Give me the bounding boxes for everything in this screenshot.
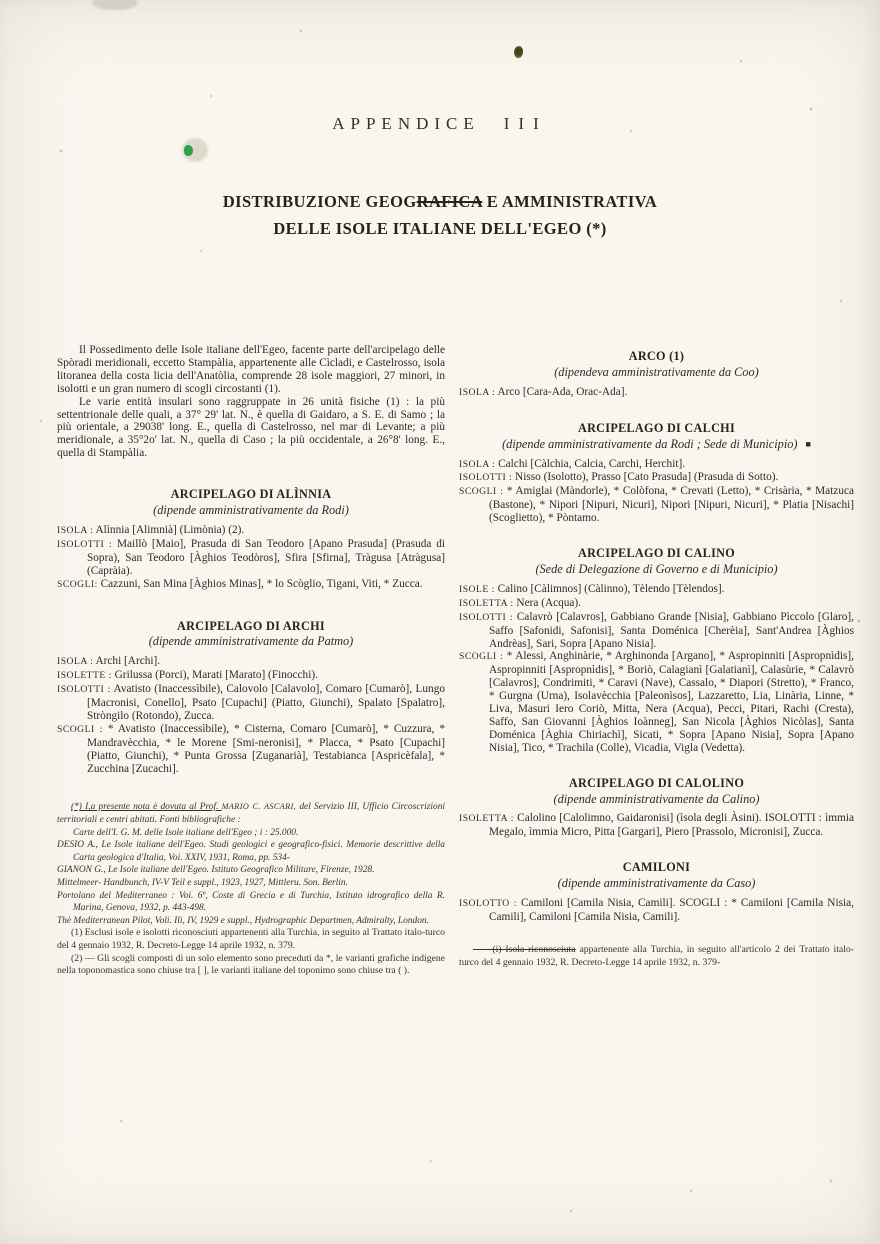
footnote-star-lead: (*) I,a presente nota è dovuta al Prof. <box>71 802 222 813</box>
intro-paragraph: Il Possedimento delle Isole italiane dell'Egeo, facente parte dell'arcipelago delle Spòradi meridionali, eccetto Stampàlia, appartenente alle Cìcladi, e Castelrosso, isola litoranea della costa licia dell'Anatòlia, comprende 28 isole maggiori, 27 minori, in isolotti e un gran numero di scogli circostanti (1). <box>57 344 445 395</box>
section-subtitle-text: (dipendeva amministrativamente da Coo) <box>554 364 759 379</box>
entry-label: ISOLOTTI : <box>459 472 513 484</box>
section-subtitle <box>57 504 445 517</box>
page-title <box>0 188 880 242</box>
left-sections <box>57 488 445 775</box>
section-camiloni <box>459 861 854 924</box>
section-subtitle <box>459 877 854 890</box>
footnote-item: DESIO A., Le Isole italiane dell'Egeo. Studi geologici e geografico-fisici. Memorie descrittive della Carta geologica d'Italia, Voi. XXIV, 1931, Roma, pp. 534- <box>57 840 445 863</box>
section-subtitle <box>459 793 854 806</box>
entry-text: Arco [Cara-Ada, Orac-Ada]. <box>495 385 628 398</box>
entry-isolette <box>57 669 445 683</box>
entry-isola <box>459 458 854 472</box>
left-column <box>57 338 445 978</box>
entry-text: Calino [Càlimnos] (Càlinno), Tèlendo [Tèlendos]. <box>494 582 725 595</box>
entry-label: ISOLOTTI : <box>459 611 514 623</box>
section-subtitle-text: (dipende amministrativamente da Rodi) <box>153 503 349 518</box>
scan-smudge <box>92 0 138 10</box>
entry-isolotto <box>459 897 854 924</box>
section-title: ARCIPELAGO DI CALOLINO <box>568 775 745 790</box>
footnote-author-name: MARIO C. ASCARI, <box>221 802 297 812</box>
footnote-i-struck: ——(i) Isola riconosciuta <box>473 943 576 955</box>
section-subtitle <box>57 635 445 648</box>
section-alinnia <box>57 488 445 591</box>
entry-scogli <box>459 485 854 525</box>
title-text: E AMMINISTRATIVA <box>482 192 658 211</box>
right-sections <box>459 350 854 924</box>
entry-text: Maillò [Maio], Prasuda di San Teodoro [Apano Prasuda] (Prasuda di Sopra), San Teodoro [Àghios Teodòros], Sfira [Sfirna], Tràgusa [Atràgusa] (Capràia). <box>87 537 445 577</box>
entry-isola <box>459 386 854 400</box>
footnote-item: Carte dell'I. G. M. delle Isole italiane dell'Egeo ; i : 25.000. <box>73 827 299 838</box>
entry-text: Grilussa (Porci), Marati [Marato] (Finocchi). <box>111 669 318 682</box>
title-struck-text: RAFICA <box>416 192 483 211</box>
page-title-line1 <box>0 188 880 215</box>
footnote-i <box>459 944 854 970</box>
entry-text: Calavrò [Calavros], Gabbiano Grande [Nisia], Gabbiano Pìccolo [Glaro], Saffo [Safonidi, Safonisi], Santa Doménica [Cherèia], Sant'Andrea [Àghios Andrèas], Sari, Sopra [Apano Nisia]. <box>489 610 855 650</box>
green-ink-mark <box>184 145 193 156</box>
entry-label: ISOLE : <box>459 583 495 595</box>
footnote-star <box>57 801 445 826</box>
section-subtitle <box>459 366 854 379</box>
section-calchi <box>459 422 854 525</box>
section-subtitle-text: (dipende amministrativamente da Caso) <box>557 876 756 891</box>
entry-label: ISOLETTA : <box>459 597 514 609</box>
entry-isola <box>57 524 445 538</box>
entry-label: ISOLA : <box>459 458 496 470</box>
section-title: ARCIPELAGO DI CALCHI <box>577 420 735 435</box>
footnote-item: Thè Mediterranean Pilot, Voli. Ili, IV, 1929 e suppl., Hydrographic Departmen, Admiralty, London. <box>57 915 429 926</box>
entry-text: * Alessi, Anghinàrie, * Arghinonda [Argano], * Aspropinniti [Aspropnìdis], Aspropinniti [Aspropnìdis], * Boriò, Calagianì [Galatianì], Calasùrie, * Calavrò [Calavros], Condrimiti, * Caravi (Nave), Cassalo, * Diapori (Stretto), * Franco, * Gurgna (Urna), Isolavècchia [Paleonìsos], Lazzaretto, Lia, Linària, Linne, * Liva, Masuri Iero Coriò, Mitta, Nera (Acqua), Pecci, Pitari, Rachi (Cresta), Saffo, San Giovanni [Àghios Ioànneg], San Nicola [Àghios Nicòlas], Santa Doménica [Àghia Chiriachì], Sicati, * Sopra [Apano Nisia], Sopra [Apano Nisia], Tico, * Trachila (Colle), Vicadia, Vigla (Vedetta). <box>489 650 854 754</box>
entry-isoletta <box>459 812 854 839</box>
entry-text: Cazzuni, San Mina [Àghios Minas], * lo Scòglio, Tigani, Viti, * Zucca. <box>97 577 423 590</box>
section-title: ARCO (1) <box>628 349 685 363</box>
section-title: ARCIPELAGO DI ARCHI <box>177 618 325 633</box>
right-column <box>459 338 854 970</box>
intro-paragraph: Le varie entità insulari sono raggruppate in 26 unità fisiche (1) : la più settentrionale delle quali, a 37° 29' lat. N., è quella di Gaidaro, a S. E. di Samo ; la più orientale, a 29038' long. E., quella di Castelrosso, nel mar di Levante; a più meridionale, a 35°2o' lat. N., quella di Caso ; la più occidentale, a 26°8' long. E., quella di Stampàlia. <box>57 395 445 460</box>
section-subtitle-text: (dipende amministrativamente da Calino) <box>553 791 760 806</box>
footnote-item: GIANON G., Le Isole italiane dell'Egeo. Istituto Geografico Militare, Firenze, 1928. <box>57 865 375 876</box>
entry-text: * Avatisto (Inaccessìbile), * Cisterna, Comaro [Cumarò], * Cuzzura, * Mandravècchia, * le Morene [Smi-neronisi], * Placca, * Psato [Cupachi] (Piatto, Giunchi), * Punta Grossa [Zuganarià], Testabianca [Aspricèfala], * Zucchina [Zucachi]. <box>87 722 445 775</box>
title-text: DISTRIBUZIONE GEOG <box>222 192 417 211</box>
appendix-numeral: III <box>503 114 548 133</box>
appendix-label: APPENDICE <box>332 114 480 133</box>
entry-text: Alìnnia [Alimnià] (Limònia) (2). <box>93 523 245 536</box>
appendix-heading <box>0 114 880 134</box>
entry-label: ISOLA : <box>459 386 496 398</box>
intro-block <box>57 344 445 460</box>
section-calolino <box>459 777 854 840</box>
section-subtitle-text: (dipende amministrativamente da Patmo) <box>148 634 354 649</box>
section-subtitle <box>459 563 854 576</box>
section-arco <box>459 350 854 400</box>
entry-label: SCOGLI : <box>459 651 504 663</box>
entry-scogli <box>57 723 445 776</box>
entry-text: Calchi [Càlchia, Calcia, Carchi, Herchit]. <box>495 457 686 470</box>
entry-label: ISOLETTA : <box>459 813 514 825</box>
entry-label: ISOLOTTI : <box>57 538 113 550</box>
entry-isola <box>57 655 445 669</box>
entry-label: ISOLOTTO : <box>459 898 517 910</box>
entry-scogli <box>57 578 445 592</box>
entry-label: ISOLA : <box>57 656 94 668</box>
entry-isole <box>459 583 854 597</box>
footnote-item: Mittelmeer- Handbunch, IV-V Teil e suppl., 1923, 1927, Mittleru. Son. Berlin. <box>57 878 348 889</box>
entry-label: SCOGLI : <box>459 486 504 498</box>
footnote-item: (2) — Gli scogli composti di un solo elemento sono preceduti da *, le varianti grafiche indigene nella toponomastica sono chiuse tra [ ], le varianti italiane del toponimo sono chiuse tra ( ). <box>57 952 445 977</box>
entry-text: Avatisto (Inaccessìbile), Calovolo [Calavolo], Comaro [Cumarò], Lungo [Macronisi, Conello], Psato [Cupachi] (Piatto, Giunchi), Spalato [Spalatro], Stròngilo (Rotondo), Zucca. <box>87 683 445 722</box>
page-title-line2: DELLE ISOLE ITALIANE DELL'EGEO (*) <box>273 219 607 238</box>
entry-isoletta <box>459 597 854 611</box>
entry-label: SCOGLI : <box>57 723 103 735</box>
entry-isolotti <box>57 538 445 578</box>
section-subtitle-text: (Sede di Delegazione di Governo e di Municipio) <box>535 561 778 576</box>
entry-isolotti <box>57 683 445 723</box>
entry-isolotti <box>459 471 854 485</box>
margin-square-mark: ■ <box>805 438 811 449</box>
section-title: CAMILONI <box>622 860 691 875</box>
entry-isolotti <box>459 611 854 651</box>
section-title: ARCIPELAGO DI ALÌNNIA <box>170 487 332 502</box>
entry-scogli <box>459 650 854 754</box>
entry-label: SCOGLI: <box>57 578 98 590</box>
entry-text: Nisso (Isolotto), Prasso [Cato Prasuda] (Prasuda di Sotto). <box>512 471 779 484</box>
section-calino <box>459 547 854 755</box>
entry-label: ISOLETTE : <box>57 670 112 682</box>
section-archi <box>57 620 445 776</box>
section-title: ARCIPELAGO DI CALINO <box>577 546 735 561</box>
entry-text: Calolino [Calolimno, Gaidaronisi] (ìsola degli Àsini). ISOLOTTI : ìmmia Megalo, ìmmia Micro, Pitta [Gargari], Piero [Prassolo, Micronisi], Zucca. <box>489 812 854 839</box>
entry-text: Nera (Acqua). <box>513 596 582 609</box>
entry-text: Camiloni [Camila Nisia, Camili]. SCOGLI : * Camiloni [Camila Nisia, Camili], Camiloni [Camila Nisia, Camili]. <box>489 897 854 923</box>
footnote-star-rest: del Servizio III, Ufficio Circoscrizioni territoriali e centri abitati. Fonti bibliografiche : <box>57 802 445 826</box>
section-subtitle <box>459 438 854 451</box>
ink-spot <box>513 45 524 58</box>
footnote-item: Portolano del Mediterraneo : Voi. 6º, Coste di Grecia e di Turchia, Istituto idrografico della R. Marina, Genova, 1932, p. 443-498. <box>57 890 445 914</box>
section-subtitle-text: (dipende amministrativamente da Rodi ; Sede di Municipio) <box>502 436 798 451</box>
scan-noise <box>0 0 2 2</box>
entry-text: Archi [Archi]. <box>93 655 161 668</box>
entry-text: * Amiglai (Màndorle), * Colòfona, * Crevati (Letto), * Crisària, * Matzuca (Bastone), * Nipori [Nipuri, Nicuri], Nipori [Nipuri, Nicuri], * Platia [Nisachi] (Scoglietto), * Pòntamo. <box>489 485 854 525</box>
footnotes-block <box>57 801 445 977</box>
footnote-i-rest: appartenente alla Turchia, in seguito all'articolo 2 dei Trattato italo-turco del 4 gennaio 1932, R. Decreto-Legge 14 aprile 1932, n. 379- <box>459 943 854 968</box>
footnote-item: (1) Esclusi isole e isolotti riconosciuti appartenenti alla Turchia, in seguito al Trattato italo-turco del 4 gennaio 1932, R. Decreto-Legge 14 aprile 1932, n. 379. <box>57 927 445 951</box>
footnote-items <box>57 827 445 978</box>
entry-label: ISOLOTTI : <box>57 684 111 696</box>
entry-label: ISOLA : <box>57 524 94 536</box>
